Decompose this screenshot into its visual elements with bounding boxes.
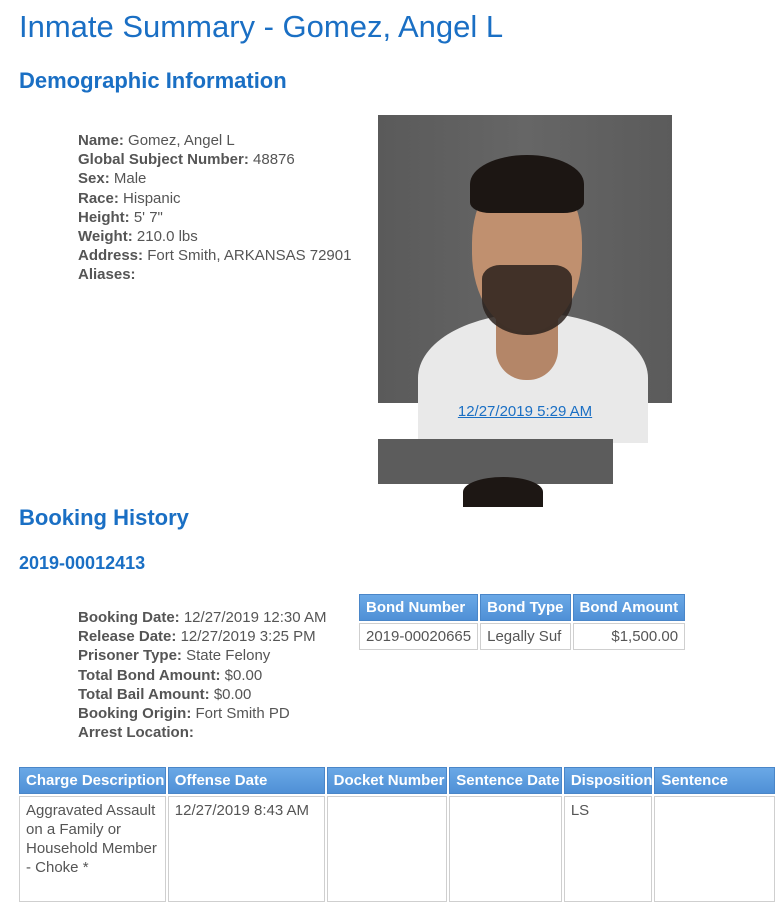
total-bond-amount-row [78, 666, 326, 685]
photo-hair [470, 155, 584, 213]
bond-type-cell: Legally Suf [480, 623, 570, 650]
address-row [78, 246, 351, 265]
field-value: Male [113, 170, 147, 188]
column-header-charge-description: Charge Description [19, 767, 166, 794]
column-header-sentence: Sentence [654, 767, 775, 794]
field-label: Booking Date: [78, 609, 180, 626]
table-row [359, 623, 685, 650]
demographics-heading: Demographic Information [19, 68, 287, 93]
field-label: Height: [78, 208, 130, 226]
field-value: $0.00 [224, 666, 263, 684]
field-label: Aliases: [78, 266, 136, 284]
weight-row [78, 227, 351, 246]
mugshot-photo[interactable] [378, 115, 672, 403]
field-label: Address: [78, 247, 144, 265]
column-header-disposition: Disposition [564, 767, 652, 794]
field-label: Global Subject Number: [78, 151, 249, 169]
field-label: Race: [78, 189, 119, 207]
charge-table-container[interactable] [17, 765, 729, 904]
bond-amount-cell: $1,500.00 [573, 623, 686, 650]
demographics-list [78, 131, 351, 285]
race-row [78, 189, 351, 208]
photo-beard [482, 265, 572, 335]
name-row [78, 131, 351, 150]
bond-table [357, 592, 687, 652]
table-row [19, 796, 775, 902]
field-value: Fort Smith, ARKANSAS 72901 [147, 247, 352, 265]
charge-description-cell: Aggravated Assault on a Family or Household Member - Choke * [19, 796, 166, 902]
mugshot-photo-secondary[interactable] [378, 439, 613, 484]
docket-number-cell [327, 796, 448, 902]
field-value: Fort Smith PD [195, 705, 290, 723]
field-value: Hispanic [123, 189, 181, 207]
booking-date-row [78, 608, 326, 627]
field-value: 210.0 lbs [136, 228, 198, 246]
disposition-cell: LS [564, 796, 652, 902]
field-label: Weight: [78, 228, 133, 246]
field-label: Total Bond Amount: [78, 666, 221, 684]
booking-history-heading: Booking History [19, 505, 189, 530]
aliases-row [78, 265, 351, 284]
sentence-date-cell [449, 796, 562, 902]
photo-hair [463, 477, 543, 507]
field-label: Release Date: [78, 628, 177, 646]
field-value: 5' 7" [133, 208, 163, 226]
field-label: Sex: [78, 170, 110, 188]
field-label: Name: [78, 132, 124, 149]
field-value: 12/27/2019 12:30 AM [183, 609, 327, 626]
prisoner-type-row [78, 646, 326, 665]
arrest-location-row [78, 723, 326, 742]
global-subject-number-row [78, 150, 351, 169]
field-label: Prisoner Type: [78, 647, 182, 665]
field-label: Total Bail Amount: [78, 685, 210, 703]
sex-row [78, 169, 351, 188]
field-value: 12/27/2019 3:25 PM [180, 628, 316, 646]
sentence-cell [654, 796, 775, 902]
field-label: Arrest Location: [78, 724, 194, 742]
field-label: Booking Origin: [78, 705, 192, 723]
column-header-bond-type: Bond Type [480, 594, 570, 621]
charge-table-header [19, 767, 775, 794]
field-value: Gomez, Angel L [128, 132, 235, 149]
field-value: State Felony [186, 647, 271, 665]
booking-number: 2019-00012413 [19, 553, 146, 573]
booking-origin-row [78, 704, 326, 723]
charge-table [17, 765, 777, 904]
booking-details-list [78, 608, 326, 742]
release-date-row [78, 627, 326, 646]
page-title: Inmate Summary - Gomez, Angel L [19, 9, 504, 44]
total-bail-amount-row [78, 685, 326, 704]
photo-date-link[interactable]: 12/27/2019 5:29 AM [457, 403, 593, 420]
bond-table-header [359, 594, 685, 621]
field-value: $0.00 [213, 685, 252, 703]
height-row [78, 208, 351, 227]
column-header-offense-date: Offense Date [168, 767, 325, 794]
column-header-bond-amount: Bond Amount [573, 594, 686, 621]
column-header-docket-number: Docket Number [327, 767, 448, 794]
offense-date-cell: 12/27/2019 8:43 AM [168, 796, 325, 902]
column-header-sentence-date: Sentence Date [449, 767, 562, 794]
bond-number-cell: 2019-00020665 [359, 623, 478, 650]
column-header-bond-number: Bond Number [359, 594, 478, 621]
field-value: 48876 [253, 151, 295, 169]
